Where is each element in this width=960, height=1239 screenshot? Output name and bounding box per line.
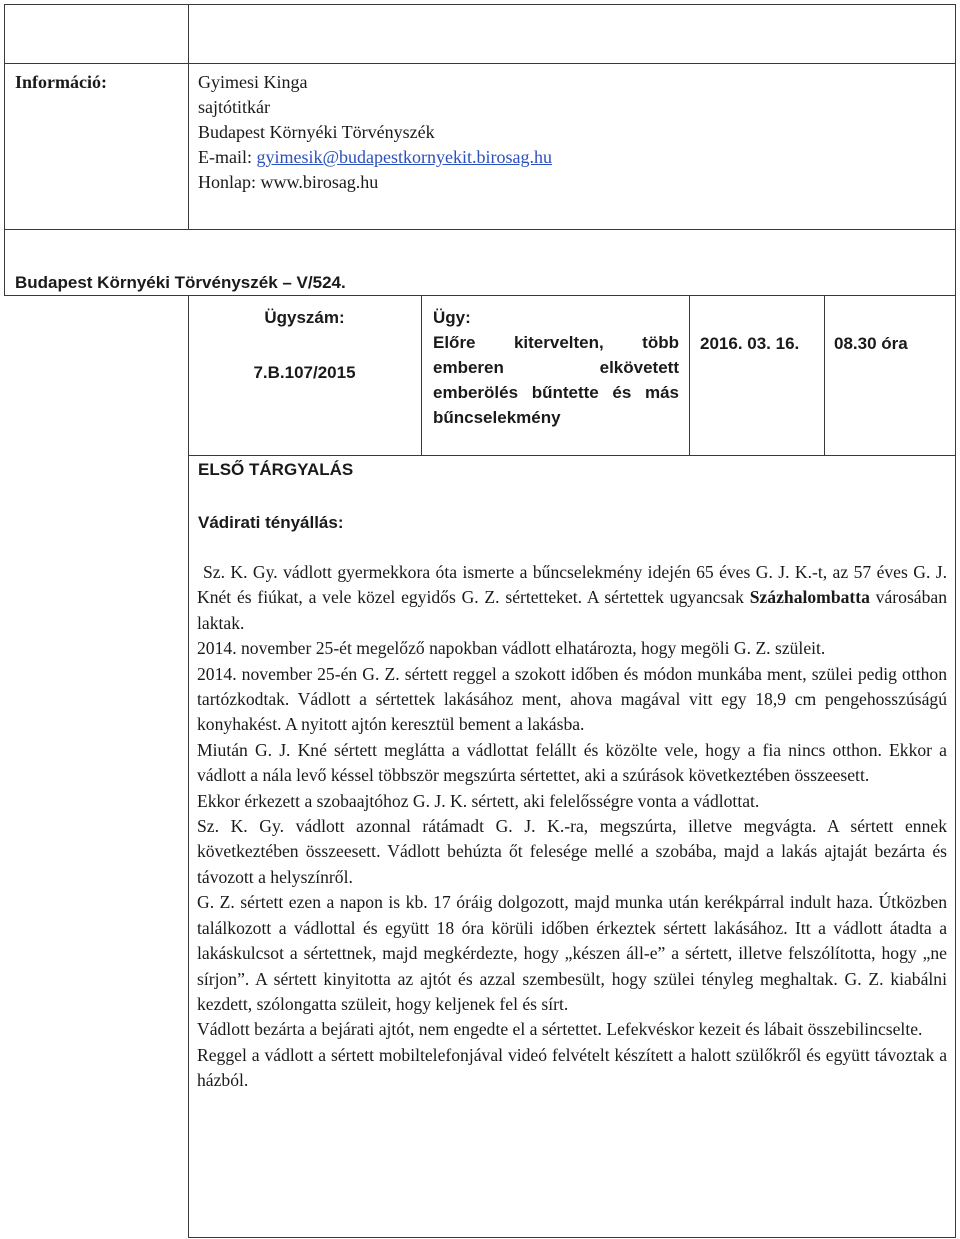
right-border [955, 4, 956, 1237]
case-subject-line: Előre kitervelten, több [433, 333, 679, 352]
narrative-paragraph: Sz. K. Gy. vádlott azonnal rátámadt G. J. K.-ra, megszúrta, illetve megvágta. A sértett ennek következtében összeesett. Vádlott behúzta őt felesége mellé a szobába, majd a lakás ajtaját bezárta és távozott a helyszínről. [197, 816, 947, 887]
narrative-paragraph: Miután G. J. Kné sértett meglátta a vádlottat felállt és közölte vele, hogy a fia nincs otthon. Ekkor a vádlott a nála levő késsel többször megszúrta sértettet, aki a szúrások következtében összeesett. [197, 739, 947, 786]
court-heading: Budapest Környéki Törvényszék – V/524. [15, 273, 346, 292]
charge-heading: Vádirati tényállás: [198, 513, 344, 532]
case-subject-line: bűncselekmény [433, 408, 561, 427]
narrative-paragraph: Vádlott bezárta a bejárati ajtót, nem engedte el a sértettet. Lefekvéskor kezeit és lábait összebilincselte. [197, 1019, 923, 1040]
top-border [4, 4, 956, 5]
email-link[interactable]: gyimesik@budapestkornyekit.birosag.hu [256, 147, 553, 167]
divider-info-column [188, 4, 189, 230]
charge-narrative [197, 560, 947, 1094]
contact-name: Gyimesi Kinga [198, 72, 308, 92]
divider-court-bottom [4, 295, 956, 296]
case-subject-cell [433, 305, 679, 430]
divider-case-time [824, 295, 825, 456]
case-number-label: Ügyszám: [264, 308, 345, 327]
case-number-cell [188, 305, 421, 385]
narrative-paragraph: G. Z. sértett ezen a napon is kb. 17 óráig dolgozott, majd munka után kerékpárral indult haza. Útközben találkozott a vádlottal és együtt 18 óra körüli időben érkeztek sértett lakásához. Itt a vádlott átadta a lakáskulcsot a sértettnek, majd megkérdezte, hogy „készen áll-e” a sértett, illetve felszólította, hogy „ne sírjon”. A sértett kinyitotta az ajtót és azzal szembesült, hogy szülei tényleg meghaltak. G. Z. kiabálni kezdett, szólongatta szüleit, hogy keljenek fel és sírt. [197, 892, 947, 1014]
case-subject-line: emberen elkövetett [433, 358, 679, 377]
narrative-paragraph: 2014. november 25-én G. Z. sértett reggel a szokott időben és módon munkába ment, szülei pedig otthon tartózkodtak. Vádlott a sértettek lakásához ment, ahova magával vitt egy 18,9 cm pengehosszúságú konyhakést. A nyitott ajtón keresztül bement a lakásba. [197, 663, 947, 735]
divider-case-bottom [188, 455, 956, 456]
narrative-paragraph: Reggel a vádlott a sértett mobiltelefonjával videó felvételt készített a halott szülőkről és együtt távoztak a házból. [197, 1044, 947, 1091]
contact-website: Honlap: www.birosag.hu [198, 172, 379, 192]
contact-email-line [198, 145, 938, 170]
info-label: Információ: [15, 72, 107, 92]
email-label: E-mail: [198, 147, 257, 167]
divider-top [4, 63, 956, 64]
left-border [4, 4, 5, 296]
case-subject-line: emberölés bűntette és más [433, 383, 679, 402]
divider-left-column [188, 295, 189, 1237]
divider-case-subject [421, 295, 422, 456]
case-subject-label: Ügy: [433, 308, 471, 327]
bottom-border [188, 1237, 956, 1238]
contact-block [198, 70, 938, 195]
hearing-time: 08.30 óra [834, 334, 908, 353]
narrative-paragraph: Sz. K. Gy. vádlott gyermekkora óta ismerte a bűncselekmény idején 65 éves G. J. K.-t, az 57 éves G. J. Knét és fiúkat, a vele közel egyidős G. Z. sértetteket. A sértettek ugyancsak Százhalombatta városában laktak. [197, 562, 948, 633]
divider-case-date [689, 295, 690, 456]
hearing-type: ELSŐ TÁRGYALÁS [198, 460, 354, 479]
narrative-paragraph: Ekkor érkezett a szobaajtóhoz G. J. K. sértett, aki felelősségre vonta a vádlottat. [197, 790, 760, 811]
divider-info-bottom [4, 229, 956, 230]
narrative-paragraph: 2014. november 25-ét megelőző napokban vádlott elhatározta, hogy megöli G. Z. szüleit. [197, 638, 826, 659]
hearing-date: 2016. 03. 16. [700, 334, 800, 353]
contact-role: sajtótitkár [198, 97, 270, 117]
case-number: 7.B.107/2015 [253, 363, 356, 382]
town-name: Százhalombatta [749, 587, 870, 608]
contact-organization: Budapest Környéki Törvényszék [198, 122, 435, 142]
